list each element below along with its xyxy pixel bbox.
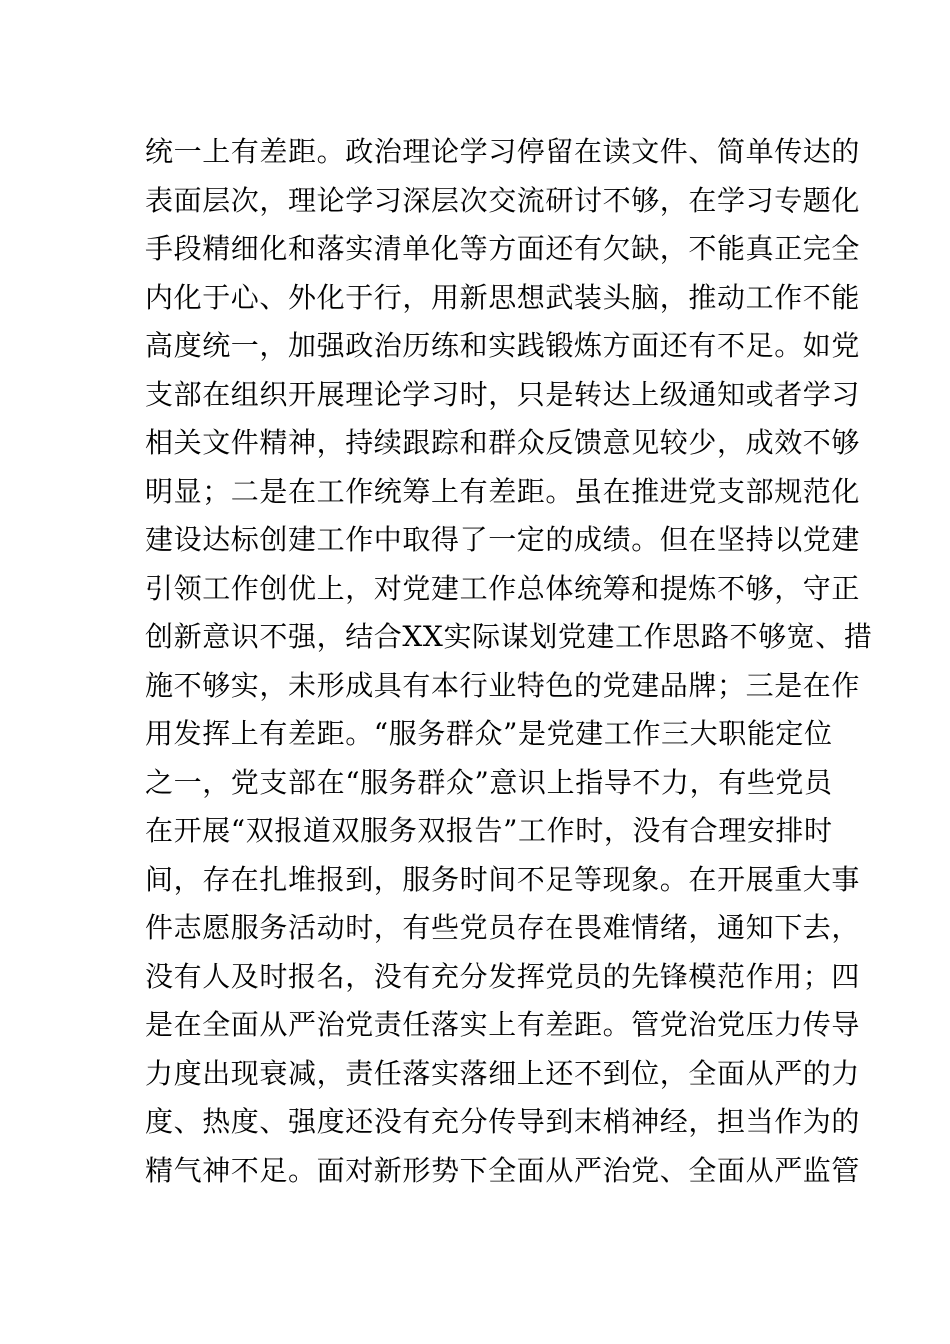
text-line: 建设达标创建工作中取得了一定的成绩。但在坚持以党建 xyxy=(145,523,861,556)
text-line: 施不够实，未形成具有本行业特色的党建品牌；三是在作 xyxy=(145,668,861,702)
text-line: 是在全面从严治党责任落实上有差距。管党治党压力传导 xyxy=(145,1008,861,1041)
body-paragraph xyxy=(145,128,873,1195)
text-line: 精气神不足。面对新形势下全面从严治党、全面从严监管 xyxy=(145,1153,861,1187)
text-line: 支部在组织开展理论学习时，只是转达上级通知或者学习 xyxy=(145,377,861,411)
text-line: 手段精细化和落实清单化等方面还有欠缺，不能真正完全 xyxy=(145,232,861,265)
text-line: 高度统一，加强政治历练和实践锻炼方面还有不足。如党 xyxy=(145,329,861,362)
text-line: 没有人及时报名，没有充分发挥党员的先锋模范作用；四 xyxy=(145,959,861,993)
text-line: 在开展“双报道双服务双报告”工作时，没有合理安排时 xyxy=(145,814,833,847)
text-line: 度、热度、强度还没有充分传导到末梢神经，担当作为的 xyxy=(145,1105,861,1138)
text-line: 用发挥上有差距。“服务群众”是党建工作三大职能定位 xyxy=(145,717,833,750)
text-line: 内化于心、外化于行，用新思想武装头脑，推动工作不能 xyxy=(145,280,861,314)
text-line: 件志愿服务活动时，有些党员存在畏难情绪，通知下去， xyxy=(145,911,861,944)
text-line: 相关文件精神，持续跟踪和群众反馈意见较少，成效不够 xyxy=(145,426,861,459)
text-line: 统一上有差距。政治理论学习停留在读文件、简单传达的 xyxy=(145,135,861,168)
text-line: 之一，党支部在“服务群众”意识上指导不力，有些党员 xyxy=(145,765,833,799)
text-line: 引领工作创优上，对党建工作总体统筹和提炼不够，守正 xyxy=(145,571,861,605)
text-line: 创新意识不强，结合XX实际谋划党建工作思路不够宽、措 xyxy=(145,620,873,653)
text-line: 表面层次，理论学习深层次交流研讨不够，在学习专题化 xyxy=(145,183,861,217)
text-line: 明显；二是在工作统筹上有差距。虽在推进党支部规范化 xyxy=(145,474,861,508)
text-line: 力度出现衰减，责任落实落细上还不到位，全面从严的力 xyxy=(145,1056,861,1090)
text-line: 间，存在扎堆报到，服务时间不足等现象。在开展重大事 xyxy=(145,862,861,896)
